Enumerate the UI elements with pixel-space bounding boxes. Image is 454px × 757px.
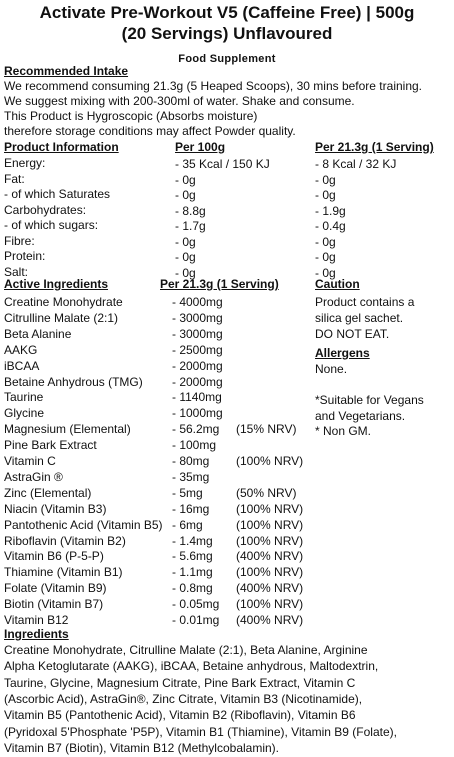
active-ingredient-amount: - 2000mg xyxy=(172,358,223,373)
active-ingredient-amount: - 1.1mg xyxy=(172,565,213,580)
active-ingredient-name: Riboflavin (Vitamin B2) xyxy=(4,533,126,548)
active-ingredient-nrv: (50% NRV) xyxy=(236,485,297,500)
active-ingredient-amount: - 80mg xyxy=(172,454,210,468)
active-per-serving-heading: Per 21.3g (1 Serving) xyxy=(160,277,279,291)
active-ingredient-amount: - 5mg xyxy=(172,485,203,500)
nutrition-per-100g: - 0g xyxy=(175,188,196,202)
active-ingredient-name: Folate (Vitamin B9) xyxy=(4,581,107,596)
product-title-line-1: Activate Pre-Workout V5 (Caffeine Free) | 500g xyxy=(39,3,415,22)
recommended-intake-line: This Product is Hygroscopic (Absorbs moisture) xyxy=(4,109,258,123)
active-ingredient-amount: - 16mg xyxy=(172,501,210,516)
active-ingredient-name: Vitamin B6 (P-5-P) xyxy=(4,549,104,564)
nutrition-label: - of which sugars: xyxy=(4,218,99,232)
active-ingredient-name: Vitamin C xyxy=(4,454,56,468)
allergens-line: and Vegetarians. xyxy=(315,408,406,423)
active-ingredient-name: Thiamine (Vitamin B1) xyxy=(4,565,123,580)
subtitle: Food Supplement xyxy=(178,53,276,65)
active-ingredients-heading: Active Ingredients xyxy=(4,277,109,291)
active-ingredient-amount: - 3000mg xyxy=(172,310,223,325)
product-title-line-2: (20 Servings) Unflavoured xyxy=(121,24,333,43)
active-ingredient-nrv: (100% NRV) xyxy=(236,454,304,468)
active-ingredient-nrv: (100% NRV) xyxy=(236,533,304,548)
active-ingredient-amount: - 2000mg xyxy=(172,374,223,389)
recommended-intake-line: We recommend consuming 21.3g (5 Heaped Scoops), 30 mins before training. xyxy=(4,79,423,93)
active-ingredient-name: Biotin (Vitamin B7) xyxy=(4,597,104,612)
nutrition-per-100g: - 0g xyxy=(175,265,196,280)
active-ingredient-nrv: (400% NRV) xyxy=(236,613,304,627)
allergens-heading: Allergens xyxy=(315,346,370,360)
active-ingredient-name: Citrulline Malate (2:1) xyxy=(4,310,119,325)
ingredients-line: (Pyridoxal 5'Phosphate 'P5P), Vitamin B1 (Thiamine), Vitamin B9 (Folate), xyxy=(4,724,397,739)
nutrition-per-serving: - 0.4g xyxy=(315,219,346,233)
active-ingredient-name: Zinc (Elemental) xyxy=(4,485,92,500)
per-serving-heading: Per 21.3g (1 Serving) xyxy=(315,140,434,154)
active-ingredient-amount: - 1000mg xyxy=(172,406,223,421)
product-info-heading: Product Information xyxy=(4,140,119,154)
ingredients-heading: Ingredients xyxy=(4,627,69,641)
active-ingredient-name: AAKG xyxy=(4,342,38,357)
nutrition-label: Protein: xyxy=(4,249,46,263)
caution-line: Product contains a xyxy=(315,295,415,309)
active-ingredient-name: Vitamin B12 xyxy=(4,613,69,627)
active-ingredient-amount: - 5.6mg xyxy=(172,549,213,564)
ingredients-line: Alpha Ketoglutarate (AAKG), iBCAA, Betaine anhydrous, Maltodextrin, xyxy=(4,659,379,674)
nutrition-per-serving: - 0g xyxy=(315,188,336,202)
product-title xyxy=(0,2,454,44)
nutrition-per-serving: - 0g xyxy=(315,250,336,264)
active-ingredient-amount: - 1.4mg xyxy=(172,533,213,548)
recommended-intake-line: therefore storage conditions may affect Powder quality. xyxy=(4,124,296,138)
active-ingredient-name: Glycine xyxy=(4,406,45,421)
ingredients-line: Vitamin B7 (Biotin), Vitamin B12 (Methylcobalamin). xyxy=(4,740,280,755)
allergens-line: * Non GM. xyxy=(315,424,372,438)
ingredients-line: Creatine Monohydrate, Citrulline Malate (2:1), Beta Alanine, Arginine xyxy=(4,643,368,657)
active-ingredient-nrv: (100% NRV) xyxy=(236,501,304,516)
active-ingredient-nrv: (15% NRV) xyxy=(236,422,297,437)
active-ingredient-name: Beta Alanine xyxy=(4,326,72,341)
active-ingredient-amount: - 3000mg xyxy=(172,326,223,341)
active-ingredient-amount: - 100mg xyxy=(172,438,217,453)
active-ingredient-name: Magnesium (Elemental) xyxy=(4,422,131,437)
active-ingredient-name: Taurine xyxy=(4,390,44,405)
active-ingredient-amount: - 0.8mg xyxy=(172,581,213,596)
active-ingredient-nrv: (100% NRV) xyxy=(236,597,304,612)
active-ingredient-nrv: (400% NRV) xyxy=(236,549,304,564)
nutrition-per-100g: - 35 Kcal / 150 KJ xyxy=(175,157,270,171)
active-ingredient-amount: - 2500mg xyxy=(172,342,223,357)
nutrition-label: Energy: xyxy=(4,156,46,170)
active-ingredient-amount: - 6mg xyxy=(172,517,203,532)
active-ingredient-name: Creatine Monohydrate xyxy=(4,295,123,309)
active-ingredient-amount: - 35mg xyxy=(172,469,210,484)
active-ingredient-name: Pantothenic Acid (Vitamin B5) xyxy=(4,517,163,532)
nutrition-per-serving: - 0g xyxy=(315,265,336,280)
ingredients-line: Vitamin B5 (Pantothenic Acid), Vitamin B2 (Riboflavin), Vitamin B6 xyxy=(4,708,356,723)
nutrition-per-serving: - 0g xyxy=(315,234,336,249)
nutrition-label: Fibre: xyxy=(4,233,35,248)
active-ingredient-name: Pine Bark Extract xyxy=(4,438,97,453)
nutrition-label: Fat: xyxy=(4,171,25,186)
ingredients-line: (Ascorbic Acid), AstraGin®, Zinc Citrate, Vitamin B3 (Nicotinamide), xyxy=(4,691,363,706)
active-ingredient-nrv: (100% NRV) xyxy=(236,565,304,580)
active-ingredient-amount: - 4000mg xyxy=(172,295,223,309)
recommended-intake-line: We suggest mixing with 200-300ml of water. Shake and consume. xyxy=(4,94,355,108)
active-ingredient-amount: - 1140mg xyxy=(172,390,222,405)
nutrition-per-100g: - 0g xyxy=(175,250,196,264)
active-ingredient-amount: - 0.05mg xyxy=(172,597,220,612)
nutrition-label: Salt: xyxy=(4,264,29,279)
active-ingredient-name: iBCAA xyxy=(4,358,40,373)
active-ingredient-amount: - 56.2mg xyxy=(172,422,220,437)
nutrition-per-serving: - 8 Kcal / 32 KJ xyxy=(315,157,397,171)
active-ingredient-name: Niacin (Vitamin B3) xyxy=(4,501,107,516)
nutrition-per-100g: - 0g xyxy=(175,172,196,187)
caution-heading: Caution xyxy=(315,277,360,291)
caution-line: DO NOT EAT. xyxy=(315,327,390,341)
active-ingredient-name: AstraGin ® xyxy=(4,469,63,484)
nutrition-per-serving: - 0g xyxy=(315,172,336,187)
caution-line: silica gel sachet. xyxy=(315,311,404,325)
active-ingredient-nrv: (400% NRV) xyxy=(236,581,304,596)
active-ingredient-amount: - 0.01mg xyxy=(172,613,220,627)
active-ingredient-name: Betaine Anhydrous (TMG) xyxy=(4,374,143,389)
nutrition-label: Carbohydrates: xyxy=(4,202,87,217)
nutrition-per-100g: - 8.8g xyxy=(175,203,206,218)
nutrition-per-100g: - 1.7g xyxy=(175,219,206,233)
active-ingredient-nrv: (100% NRV) xyxy=(236,517,304,532)
nutrition-per-100g: - 0g xyxy=(175,234,196,249)
per-100g-heading: Per 100g xyxy=(175,140,226,154)
allergens-line: *Suitable for Vegans xyxy=(315,393,424,407)
recommended-intake-heading: Recommended Intake xyxy=(4,64,129,78)
nutrition-label: - of which Saturates xyxy=(4,187,111,201)
nutrition-per-serving: - 1.9g xyxy=(315,203,346,218)
allergens-line: None. xyxy=(315,362,348,376)
ingredients-line: Taurine, Glycine, Magnesium Citrate, Pine Bark Extract, Vitamin C xyxy=(4,675,356,690)
